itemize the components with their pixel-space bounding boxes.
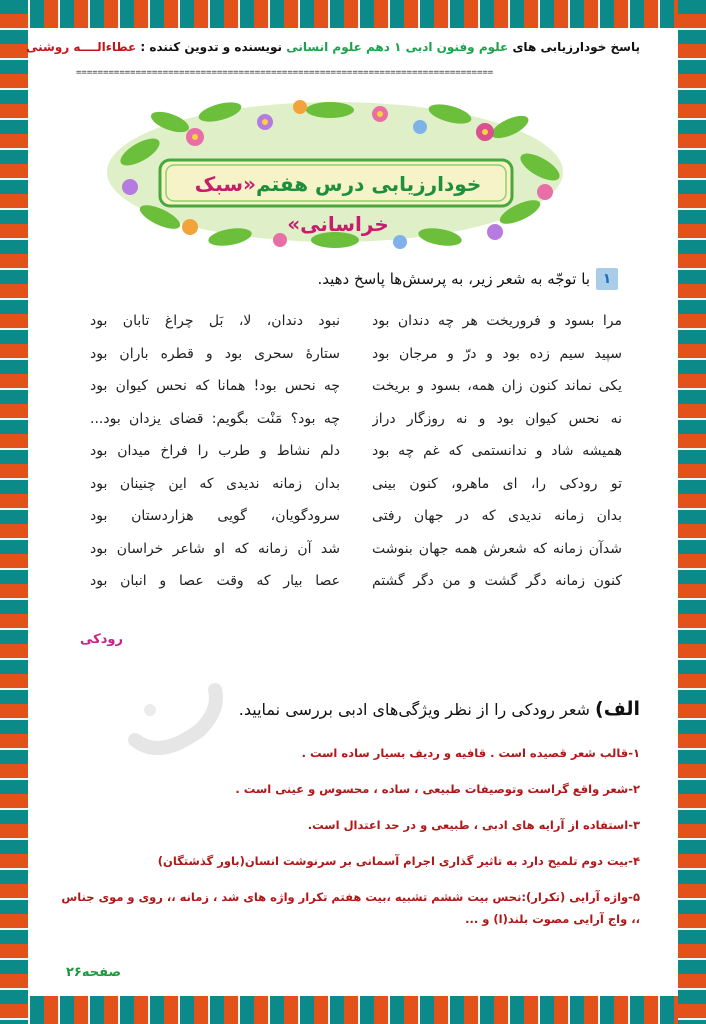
lesson-title-main: خودارزیابی درس هفتم [255, 172, 482, 196]
poem-line: تو رودکی را، ای ماهرو، کنون بینی [372, 475, 622, 492]
question-number-badge: ۱ [596, 268, 618, 290]
poem-line: سرودگویان، گویی هزاردستان بود [90, 508, 340, 524]
question-a [200, 694, 640, 724]
answer-item: ۴-بیت دوم تلمیح دارد به تاثیر گذاری اجرام آسمانی بر سرنوشت انسان(باور گذشتگان) [157, 854, 640, 868]
poem-line: سپید سیم زده بود و درّ و مرجان بود [372, 345, 622, 362]
header-author-name: عطاءالــــه روشنی [26, 40, 137, 54]
header-part1: پاسخ خودارزیابی های [512, 40, 640, 54]
poem-line: شدآن زمانه که شعرش همه جهان بنوشت [372, 540, 622, 557]
lesson-title [160, 164, 516, 236]
page-header [26, 40, 640, 62]
poem-line: عصا بیار که وقت عصا و انبان بود [90, 573, 340, 589]
instruction-text: با توجّه به شعر زیر، به پرسش‌ها پاسخ دهید. [317, 270, 590, 288]
question-a-label: الف) [595, 698, 640, 720]
page-border-top [0, 0, 706, 28]
header-author-label: نویسنده و تدوین کننده : [140, 40, 283, 54]
poem-line: کنون زمانه دگر گشت و من دگر گشتم [372, 573, 622, 589]
poem-line: بدان زمانه ندیدی که در جهان رفتی [372, 508, 622, 524]
page-number [66, 965, 146, 985]
question-a-text: شعر رودکی را از نظر ویژگی‌های ادبی بررسی نمایید. [238, 700, 590, 719]
poem-left-column [90, 305, 340, 598]
poem-line: چه نحس بود! همانا که نحس کیوان بود [90, 378, 340, 394]
poem-line: بدان زمانه ندیدی که این چنینان بود [90, 475, 340, 492]
poem-line: شد آن زمانه که او شاعر خراسان بود [90, 540, 340, 557]
poem-line: ستارهٔ سحری بود و قطره باران بود [90, 345, 340, 362]
poem-right-column [372, 305, 622, 598]
answer-item: ۲-شعر واقع گراست وتوصیفات طبیعی ، ساده ، محسوس و عینی است . [235, 782, 640, 796]
poem-line: دلم نشاط و طرب را فراخ میدان بود [90, 443, 340, 459]
answer-item: ۱-قالب شعر قصیده است . قافیه و ردیف بسیار ساده است . [301, 746, 640, 760]
poem-line: نبود دندان، لا، بَل چراغ تابان بود [90, 313, 340, 329]
answer-list [60, 742, 640, 930]
page-border-bottom [0, 996, 706, 1024]
answer-item: ۵-واژه آرایی (تکرار):نحس بیت ششم تشبیه ،بیت هفتم تکرار واژه های شد ، زمانه ،، روی و موی جناس ،، واج آرایی مصوت بلند(ا) و ... [61, 890, 640, 926]
poem-line: مرا بسود و فروریخت هر چه دندان بود [372, 313, 622, 329]
page-border-right [678, 0, 706, 1024]
lesson-title-style: «سبک خراسانی» [194, 172, 389, 236]
poem-line: همیشه شاد و ندانستمی که غم چه بود [372, 443, 622, 459]
poem-line: یکی نماند کنون زان همه، بسود و بریخت [372, 378, 622, 394]
page-label: صفحه [81, 965, 122, 980]
header-divider: ============================================================================= [76, 68, 494, 78]
poem-line: نه نحس کیوان بود و نه روزگار دراز [372, 410, 622, 427]
page-border-left [0, 0, 28, 1024]
poem-line: چه بود؟ مَنْت بگویم: قضای یزدان بود... [90, 410, 340, 427]
page-number-value: ۲۶ [66, 965, 82, 980]
poet-name: رودکی [80, 632, 123, 647]
answer-item: ۳-استفاده از آرایه های ادبی ، طبیعی و در حد اعتدال است. [307, 818, 640, 832]
header-subject: علوم وفنون ادبی ۱ دهم علوم انسانی [286, 40, 509, 54]
